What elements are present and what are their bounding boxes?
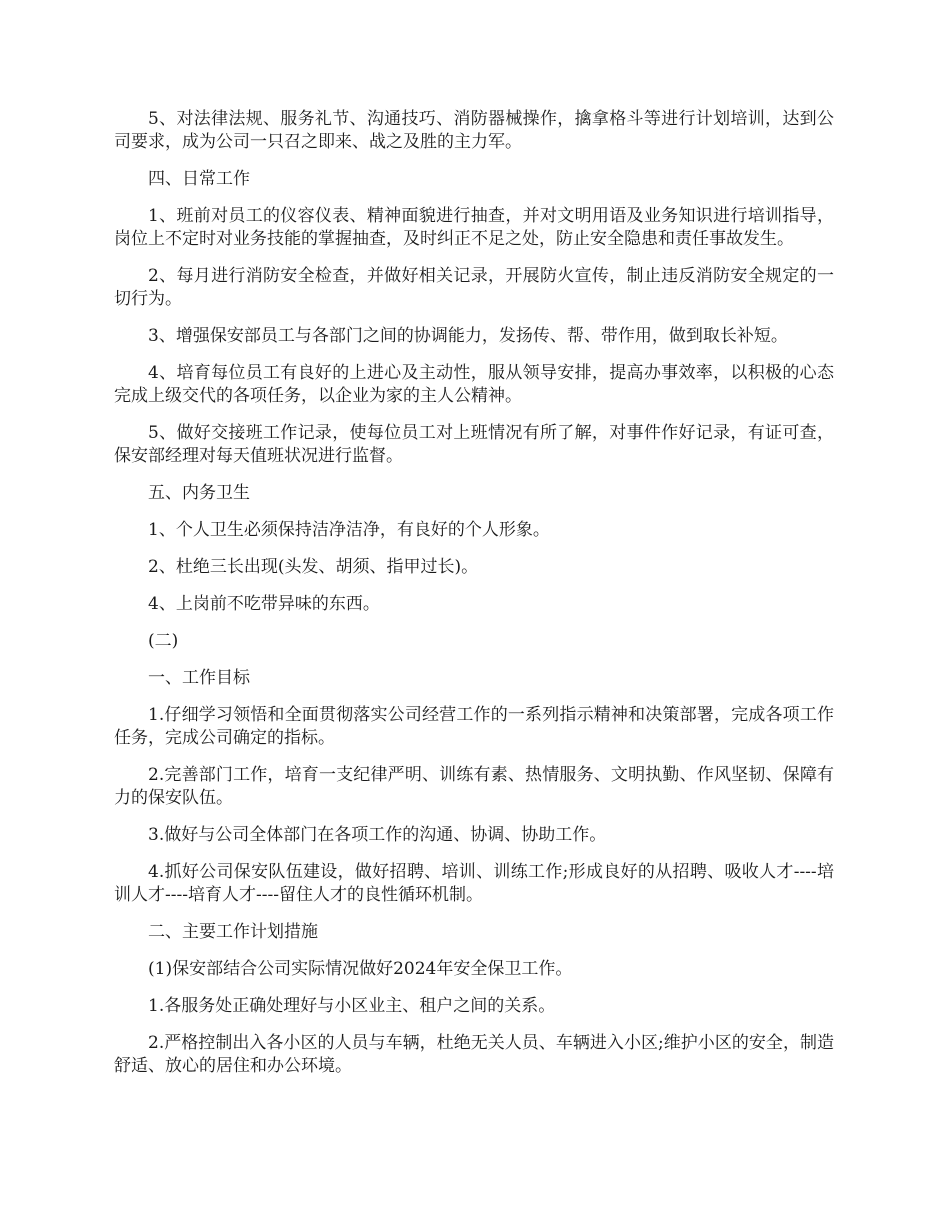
paragraph-measure-subsection-1: (1)保安部结合公司实际情况做好2024年安全保卫工作。: [148, 959, 573, 979]
paragraph-measure-item-1: 1.各服务处正确处理好与小区业主、租户之间的关系。: [148, 996, 556, 1016]
paragraph-daily-item-1: 1、班前对员工的仪容仪表、精神面貌进行抽查，并对文明用语及业务知识进行培训指导，岗位上不定时对业务技能的掌握抽查，及时纠正不足之处，防止安全隐患和责任事故发生。: [114, 206, 834, 249]
paragraph-hygiene-item-2: 2、杜绝三长出现(头发、胡须、指甲过长)。: [148, 557, 479, 577]
section-marker-two: (二): [148, 631, 179, 651]
heading-main-measures: 二、主要工作计划措施: [148, 922, 318, 942]
paragraph-goal-item-3: 3.做好与公司全体部门在各项工作的沟通、协调、协助工作。: [148, 825, 607, 845]
paragraph-daily-item-5: 5、做好交接班工作记录，使每位员工对上班情况有所了解，对事件作好记录，有证可查，保安部经理对每天值班状况进行监督。: [114, 423, 834, 466]
paragraph-goal-item-2: 2.完善部门工作，培育一支纪律严明、训练有素、热情服务、文明执勤、作风坚韧、保障有力的保安队伍。: [114, 765, 834, 808]
paragraph-goal-item-1: 1.仔细学习领悟和全面贯彻落实公司经营工作的一系列指示精神和决策部署，完成各项工作任务，完成公司确定的指标。: [114, 705, 834, 748]
paragraph-training-item-5: 5、对法律法规、服务礼节、沟通技巧、消防器械操作，擒拿格斗等进行计划培训，达到公司要求，成为公司一只召之即来、战之及胜的主力军。: [114, 109, 834, 152]
paragraph-goal-item-4: 4.抓好公司保安队伍建设，做好招聘、培训、训练工作;形成良好的从招聘、吸收人才----培训人才----培育人才----留住人才的良性循环机制。: [114, 862, 834, 905]
heading-internal-hygiene: 五、内务卫生: [148, 483, 250, 503]
paragraph-daily-item-4: 4、培育每位员工有良好的上进心及主动性，服从领导安排，提高办事效率，以积极的心态完成上级交代的各项任务，以企业为家的主人公精神。: [114, 363, 834, 406]
heading-work-goals: 一、工作目标: [148, 668, 250, 688]
heading-daily-work: 四、日常工作: [148, 169, 250, 189]
document-body: [114, 108, 834, 1092]
paragraph-daily-item-3: 3、增强保安部员工与各部门之间的协调能力，发扬传、帮、带作用，做到取长补短。: [148, 326, 788, 346]
paragraph-daily-item-2: 2、每月进行消防安全检查，并做好相关记录，开展防火宣传，制止违反消防安全规定的一切行为。: [114, 266, 834, 309]
paragraph-hygiene-item-1: 1、个人卫生必须保持洁净洁净，有良好的个人形象。: [148, 520, 550, 540]
paragraph-measure-item-2: 2.严格控制出入各小区的人员与车辆，杜绝无关人员、车辆进入小区;维护小区的安全，制造舒适、放心的居住和办公环境。: [114, 1033, 834, 1076]
paragraph-hygiene-item-4: 4、上岗前不吃带异味的东西。: [148, 594, 380, 614]
